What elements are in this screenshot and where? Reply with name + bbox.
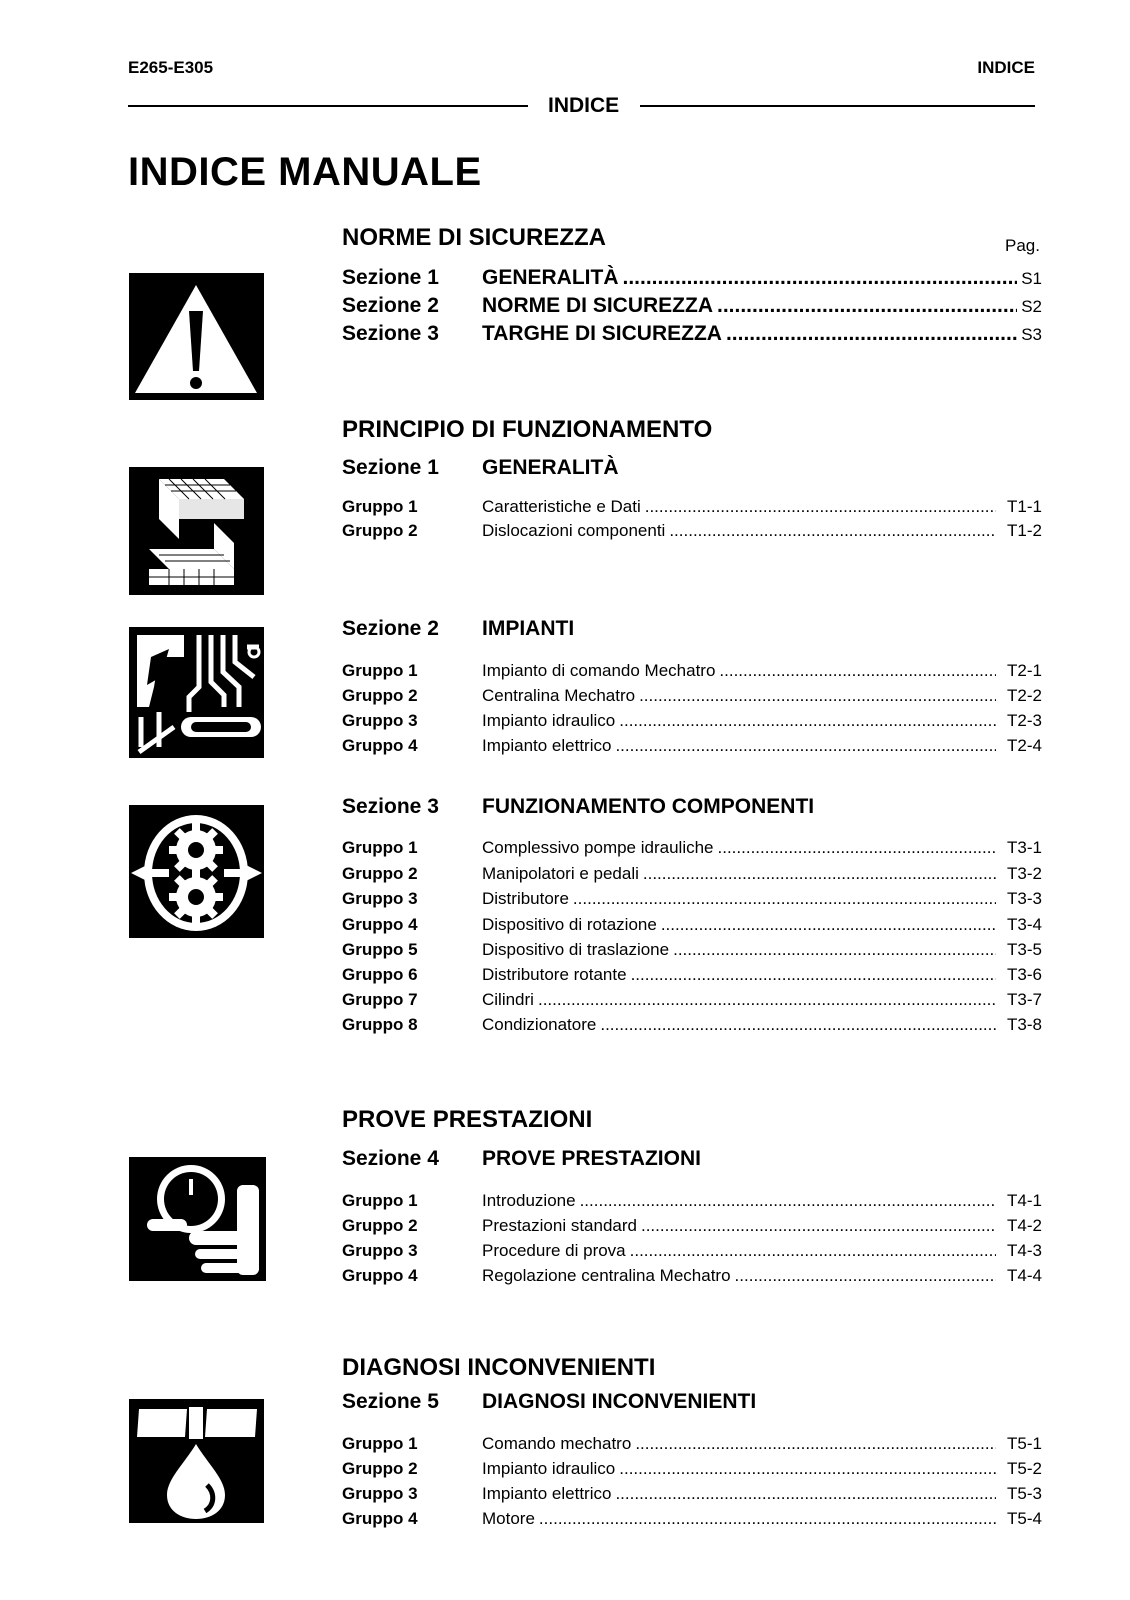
section-number: Sezione 1 <box>342 456 439 479</box>
header-section: INDICE <box>977 58 1035 77</box>
group-row[interactable]: Gruppo 2 Manipolatori e pedali ..... T3-2 <box>342 864 1042 884</box>
group-row[interactable]: Gruppo 5 Dispositivo di traslazione ..... T3-5 <box>342 940 1042 960</box>
group-row[interactable]: Gruppo 6 Distributore rotante ..... T3-6 <box>342 965 1042 985</box>
section-1-heading[interactable] <box>342 456 1042 480</box>
group-row[interactable]: Gruppo 4 Motore ..... T5-4 <box>342 1509 1042 1529</box>
group-row[interactable]: Gruppo 7 Cilindri ..... T3-7 <box>342 990 1042 1010</box>
section-number: Sezione 3 <box>342 795 439 818</box>
group-row[interactable]: Gruppo 3 Distributore ..... T3-3 <box>342 889 1042 909</box>
section-2-heading[interactable] <box>342 617 1042 641</box>
page-title: INDICE MANUALE <box>128 150 482 194</box>
section-number: Sezione 5 <box>342 1390 439 1413</box>
circuit-board-icon <box>129 627 264 758</box>
part-title-principio: PRINCIPIO DI FUNZIONAMENTO <box>342 416 713 443</box>
group-row[interactable]: Gruppo 4 Regolazione centralina Mechatro ..... T4-4 <box>342 1266 1042 1286</box>
page-ref: S2 <box>1021 297 1042 316</box>
group-row[interactable]: Gruppo 4 Dispositivo di rotazione ..... T3-4 <box>342 915 1042 935</box>
gear-pump-icon <box>129 805 264 938</box>
section-name: IMPIANTI <box>482 617 575 640</box>
group-row[interactable]: Gruppo 2 Prestazioni standard ..... T4-2 <box>342 1216 1042 1236</box>
group-row[interactable]: Gruppo 2 Centralina Mechatro ..... T2-2 <box>342 686 1042 706</box>
section-name: GENERALITÀ <box>482 266 619 289</box>
group-row[interactable]: Gruppo 1 Impianto di comando Mechatro ..... T2-1 <box>342 661 1042 681</box>
gauge-hand-icon <box>129 1157 266 1281</box>
header-model: E265-E305 <box>128 58 214 77</box>
group-row[interactable]: Gruppo 1 Comando mechatro ..... T5-1 <box>342 1434 1042 1454</box>
pag-label: Pag. <box>1005 236 1040 255</box>
section-name: NORME DI SICUREZZA <box>482 294 713 317</box>
section-3-heading[interactable] <box>342 795 1042 819</box>
leak-drop-icon <box>129 1399 264 1523</box>
group-row[interactable]: Gruppo 3 Procedure di prova ..... T4-3 <box>342 1241 1042 1261</box>
section-name: DIAGNOSI INCONVENIENTI <box>482 1390 757 1413</box>
header-center-title: INDICE <box>548 94 620 117</box>
section-number: Sezione 2 <box>342 294 439 317</box>
part-title-norme: NORME DI SICUREZZA <box>342 224 606 251</box>
norme-row-2[interactable] <box>342 294 1042 318</box>
section-number: Sezione 1 <box>342 266 439 289</box>
group-row[interactable]: Gruppo 3 Impianto elettrico ..... T5-3 <box>342 1484 1042 1504</box>
structure-cube-icon <box>129 467 264 595</box>
header-rule-right <box>640 105 1035 107</box>
norme-row-3[interactable] <box>342 322 1042 346</box>
section-number: Sezione 2 <box>342 617 439 640</box>
norme-row-1[interactable] <box>342 266 1042 290</box>
group-row[interactable]: Gruppo 2 Dislocazioni componenti ..... T1-2 <box>342 521 1042 541</box>
page-ref: S1 <box>1021 269 1042 288</box>
group-row[interactable]: Gruppo 3 Impianto idraulico ..... T2-3 <box>342 711 1042 731</box>
group-row[interactable]: Gruppo 1 Complessivo pompe idrauliche ..... T3-1 <box>342 838 1042 858</box>
part-title-diagnosi: DIAGNOSI INCONVENIENTI <box>342 1354 656 1381</box>
section-name: TARGHE DI SICUREZZA <box>482 322 722 345</box>
page-ref: S3 <box>1021 325 1042 344</box>
section-name: FUNZIONAMENTO COMPONENTI <box>482 795 815 818</box>
part-title-prove: PROVE PRESTAZIONI <box>342 1106 593 1133</box>
group-row[interactable]: Gruppo 2 Impianto idraulico ..... T5-2 <box>342 1459 1042 1479</box>
section-4-heading[interactable] <box>342 1147 1042 1171</box>
section-name: PROVE PRESTAZIONI <box>482 1147 701 1170</box>
section-number: Sezione 4 <box>342 1147 439 1170</box>
header-rule-left <box>128 105 528 107</box>
section-number: Sezione 3 <box>342 322 439 345</box>
group-row[interactable]: Gruppo 1 Introduzione ..... T4-1 <box>342 1191 1042 1211</box>
group-row[interactable]: Gruppo 1 Caratteristiche e Dati ..... T1-1 <box>342 497 1042 517</box>
group-row[interactable]: Gruppo 8 Condizionatore ..... T3-8 <box>342 1015 1042 1035</box>
section-name: GENERALITÀ <box>482 456 619 479</box>
section-5-heading[interactable] <box>342 1390 1042 1414</box>
warning-icon <box>129 273 264 400</box>
group-row[interactable]: Gruppo 4 Impianto elettrico ..... T2-4 <box>342 736 1042 756</box>
